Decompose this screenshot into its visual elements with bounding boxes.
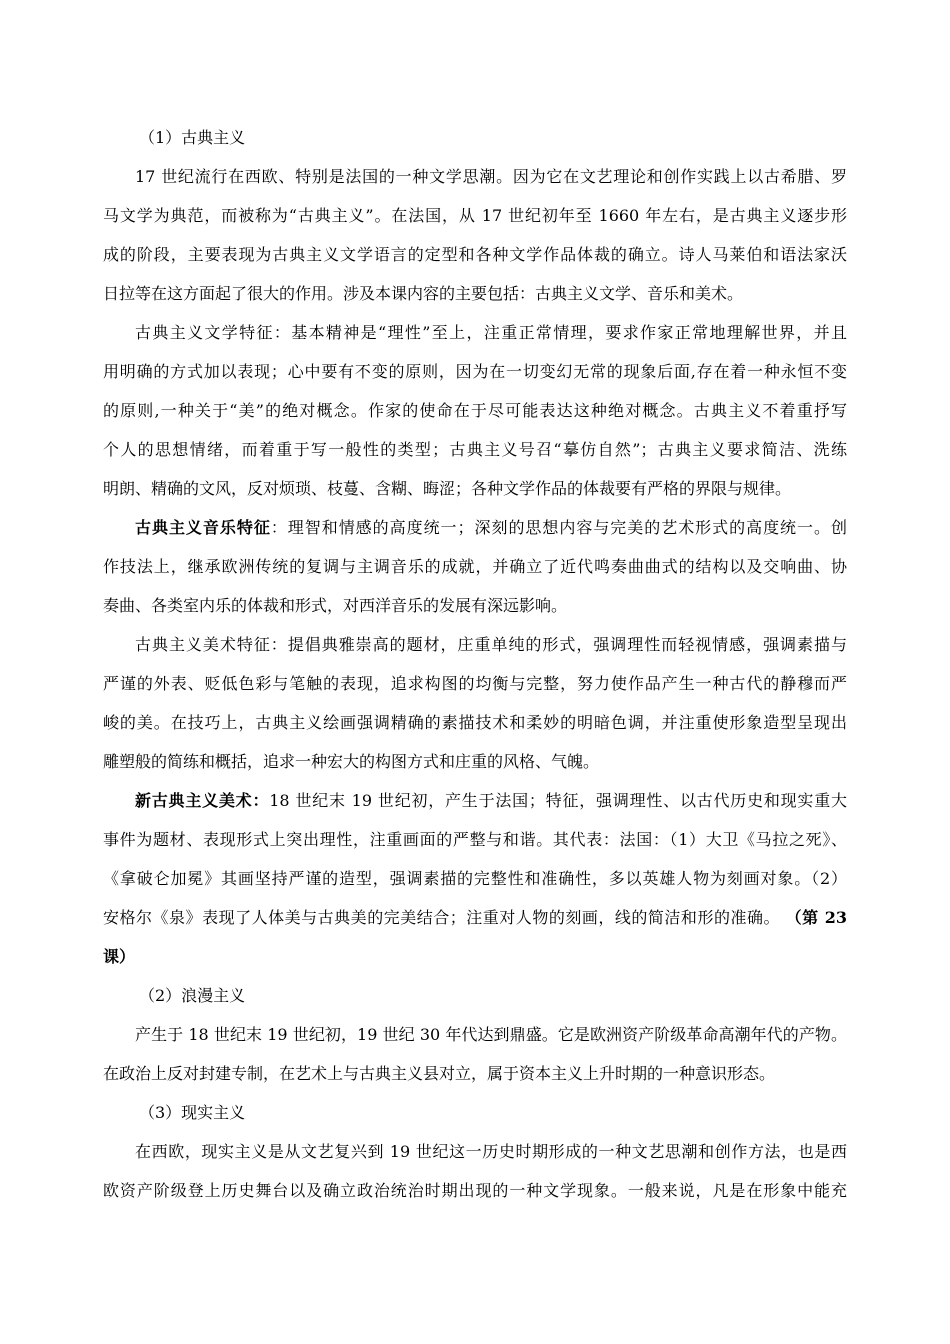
text-line: 马文学为典范，而被称为“古典主义”。在法国，从 17 世纪初年至 1660 年左右，是古典主义逐步形 xyxy=(103,206,847,225)
text-line: 事件为题材、表现形式上突出理性，注重画面的严整与和谐。其代表：法国：（1）大卫《马拉之死》、 xyxy=(103,830,847,849)
lesson-reference: （第 23 xyxy=(785,908,847,927)
text-line: 日拉等在这方面起了很大的作用。涉及本课内容的主要包括：古典主义文学、音乐和美术。 xyxy=(103,284,744,303)
text-line: 《拿破仑加冕》其画坚持严谨的造型，强调素描的完整性和准确性，多以英雄人物为刻画对象。（2） xyxy=(103,869,847,888)
section-heading-romanticism: （2）浪漫主义 xyxy=(139,986,246,1005)
section-heading-realism: （3）现实主义 xyxy=(139,1103,246,1122)
text-line: 作技法上，继承欧洲传统的复调与主调音乐的成就，并确立了近代鸣奏曲曲式的结构以及交响曲、协 xyxy=(103,557,847,576)
paragraph-literature-features xyxy=(103,313,847,508)
text-line: 峻的美。在技巧上，古典主义绘画强调精确的素描技术和柔妙的明暗色调，并注重使形象造型呈现出 xyxy=(103,713,847,732)
text-line: 成的阶段，主要表现为古典主义文学语言的定型和各种文学作品体裁的确立。诗人马莱伯和语法家沃 xyxy=(103,245,847,264)
text-line: 雕塑般的简练和概括，追求一种宏大的构图方式和庄重的风格、气魄。 xyxy=(103,752,600,771)
paragraph-romanticism xyxy=(103,1015,847,1093)
text-line: 17 世纪流行在西欧、特别是法国的一种文学思潮。因为它在文艺理论和创作实践上以古希腊、罗 xyxy=(135,167,847,186)
text-line: 的原则,一种关于“美”的绝对概念。作家的使命在于尽可能表达这种绝对概念。古典主义不着重抒写 xyxy=(103,401,847,420)
paragraph-classicism-intro xyxy=(103,157,847,313)
text-line: 古典主义美术特征：提倡典雅崇高的题材，庄重单纯的形式，强调理性而轻视情感，强调素描与 xyxy=(135,635,847,654)
neoclassical-art-label: 新古典主义美术： xyxy=(135,791,270,810)
text-line xyxy=(103,781,847,820)
music-features-label: 古典主义音乐特征 xyxy=(135,518,271,537)
paragraph-neoclassical-art xyxy=(103,781,847,976)
text-line xyxy=(103,508,847,547)
section-heading-classicism: （1）古典主义 xyxy=(139,128,246,147)
paragraph-art-features xyxy=(103,625,847,781)
neoclassical-art-text: 安格尔《泉》表现了人体美与古典美的完美结合；注重对人物的刻画，线的简洁和形的准确。 xyxy=(103,908,780,927)
text-line: 产生于 18 世纪末 19 世纪初，19 世纪 30 年代达到鼎盛。它是欧洲资产阶级革命高潮年代的产物。 xyxy=(135,1025,847,1044)
neoclassical-art-text: 18 世纪末 19 世纪初，产生于法国；特征，强调理性、以古代历史和现实重大 xyxy=(269,791,847,810)
text-line: 在西欧，现实主义是从文艺复兴到 19 世纪这一历史时期形成的一种文艺思潮和创作方法，也是西 xyxy=(135,1142,847,1161)
lesson-reference: 课） xyxy=(103,947,136,966)
paragraph-realism xyxy=(103,1132,847,1210)
text-line: 严谨的外表、贬低色彩与笔触的表现，追求构图的均衡与完整，努力使作品产生一种古代的静穆而严 xyxy=(103,674,847,693)
text-line: 欧资产阶级登上历史舞台以及确立政治统治时期出现的一种文学现象。一般来说，凡是在形象中能充 xyxy=(103,1181,847,1200)
music-features-text: ：理智和情感的高度统一；深刻的思想内容与完美的艺术形式的高度统一。创 xyxy=(270,518,847,537)
document-page xyxy=(103,118,847,1210)
text-line: 个人的思想情绪，而着重于写一般性的类型；古典主义号召“摹仿自然”；古典主义要求简洁、洗练 xyxy=(103,440,847,459)
paragraph-music-features xyxy=(103,508,847,625)
text-line: 明朗、精确的文风，反对烦琐、枝蔓、含糊、晦涩；各种文学作品的体裁要有严格的界限与规律。 xyxy=(103,479,792,498)
text-line: 在政治上反对封建专制，在艺术上与古典主义县对立，属于资本主义上升时期的一种意识形态。 xyxy=(103,1064,776,1083)
text-line: 用明确的方式加以表现；心中要有不变的原则，因为在一切变幻无常的现象后面,存在着一种永恒不变 xyxy=(103,362,847,381)
text-line: 奏曲、各类室内乐的体裁和形式，对西洋音乐的发展有深远影响。 xyxy=(103,596,568,615)
text-line: 古典主义文学特征：基本精神是“理性”至上，注重正常情理，要求作家正常地理解世界，并且 xyxy=(135,323,847,342)
text-line xyxy=(103,898,847,937)
